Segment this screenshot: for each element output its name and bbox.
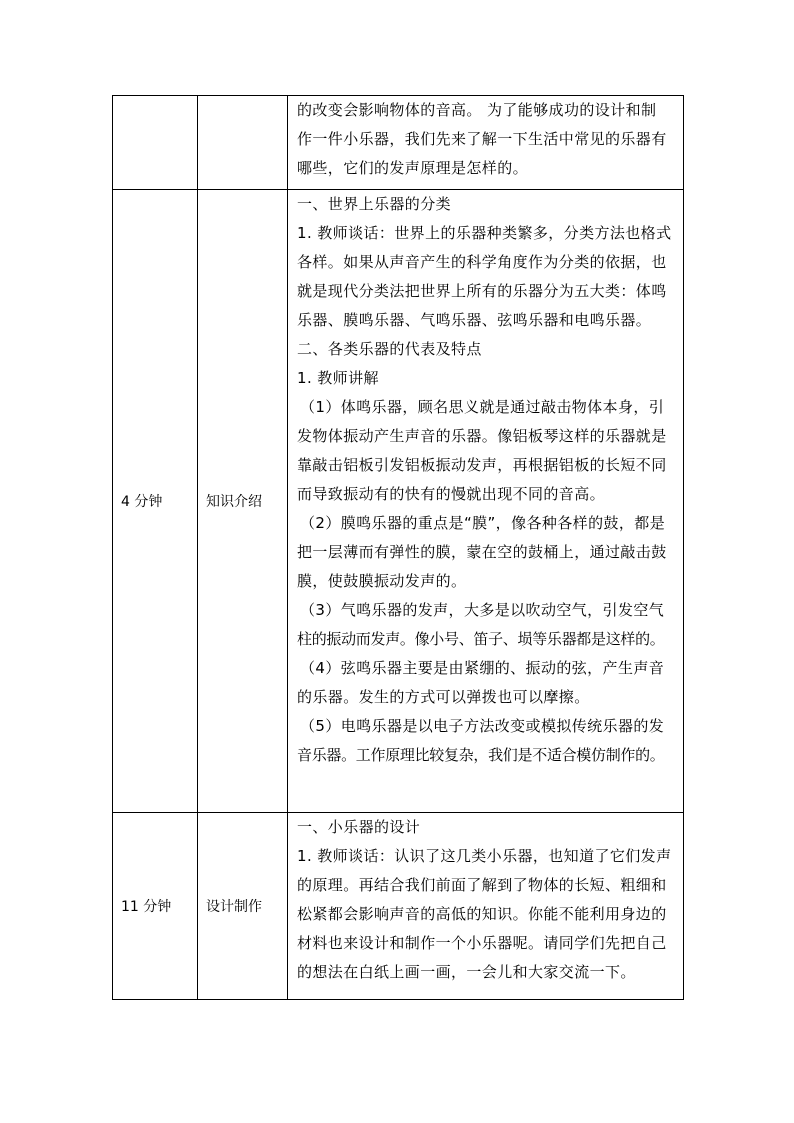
content-line: （4）弦鸣乐器主要是由紧绷的、振动的弦，产生声音 xyxy=(300,659,665,677)
content-line: 柱的振动而发声。像小号、笛子、埙等乐器都是这样的。 xyxy=(297,630,665,648)
content-line: 乐器、膜鸣乐器、气鸣乐器、弦鸣乐器和电鸣乐器。 xyxy=(297,311,652,329)
content-line: （5）电鸣乐器是以电子方法改变或模拟传统乐器的发 xyxy=(300,717,665,735)
content-line: 各样。如果从声音产生的科学角度作为分类的依据，也 xyxy=(297,253,667,271)
content-line: 1. 教师谈话：世界上的乐器种类繁多，分类方法也格式 xyxy=(297,224,672,242)
content-line: 音乐器。工作原理比较复杂，我们是不适合模仿制作的。 xyxy=(297,746,665,764)
segment-cell: 知识介绍 xyxy=(198,190,288,813)
time-cell xyxy=(113,96,198,190)
lesson-plan-table xyxy=(112,95,684,1000)
content-line: 的原理。再结合我们前面了解到了物体的长短、粗细和 xyxy=(297,876,667,894)
time-cell: 4 分钟 xyxy=(113,190,198,813)
content-line: 1. 教师谈话：认识了这几类小乐器，也知道了它们发声 xyxy=(297,847,672,865)
content-line: 的乐器。发生的方式可以弹拨也可以摩擦。 xyxy=(297,688,590,706)
content-line: 膜，使鼓膜振动发声的。 xyxy=(297,572,467,590)
content-line: 发物体振动产生声音的乐器。像铝板琴这样的乐器就是 xyxy=(297,427,667,445)
content-line: 材料也来设计和制作一个小乐器呢。请同学们先把自己 xyxy=(297,934,667,952)
content-line: 就是现代分类法把世界上所有的乐器分为五大类：体鸣 xyxy=(297,282,667,300)
content-line: 哪些，它们的发声原理是怎样的。 xyxy=(297,159,529,177)
table-row xyxy=(113,813,684,1000)
content-line: （1）体鸣乐器，顾名思义就是通过敲击物体本身，引 xyxy=(300,398,665,416)
content-line: （3）气鸣乐器的发声，大多是以吹动空气，引发空气 xyxy=(300,601,665,619)
content-line: 一、小乐器的设计 xyxy=(297,818,421,836)
content-cell xyxy=(288,190,684,813)
content-line: 而导致振动有的快有的慢就出现不同的音高。 xyxy=(297,485,606,503)
segment-cell: 设计制作 xyxy=(198,813,288,1000)
content-cell xyxy=(288,813,684,1000)
segment-cell xyxy=(198,96,288,190)
content-line: 一、世界上乐器的分类 xyxy=(297,195,452,213)
content-line: 1. 教师讲解 xyxy=(297,369,379,387)
content-line: 的改变会影响物体的音高。 为了能够成功的设计和制 xyxy=(297,101,657,119)
table-row xyxy=(113,190,684,813)
content-cell xyxy=(288,96,684,190)
content-line: 作一件小乐器，我们先来了解一下生活中常见的乐器有 xyxy=(297,130,667,148)
content-line: 二、各类乐器的代表及特点 xyxy=(297,340,482,358)
content-line: 把一层薄而有弹性的膜，蒙在空的鼓桶上，通过敲击鼓 xyxy=(297,543,667,561)
table-row xyxy=(113,96,684,190)
content-line: 的想法在白纸上画一画，一会儿和大家交流一下。 xyxy=(297,963,636,981)
time-cell: 11 分钟 xyxy=(113,813,198,1000)
content-line: （2）膜鸣乐器的重点是“膜”，像各种各样的鼓，都是 xyxy=(300,514,666,532)
content-line: 松紧都会影响声音的高低的知识。你能不能利用身边的 xyxy=(297,905,667,923)
content-line: 靠敲击铝板引发铝板振动发声，再根据铝板的长短不同 xyxy=(297,456,667,474)
